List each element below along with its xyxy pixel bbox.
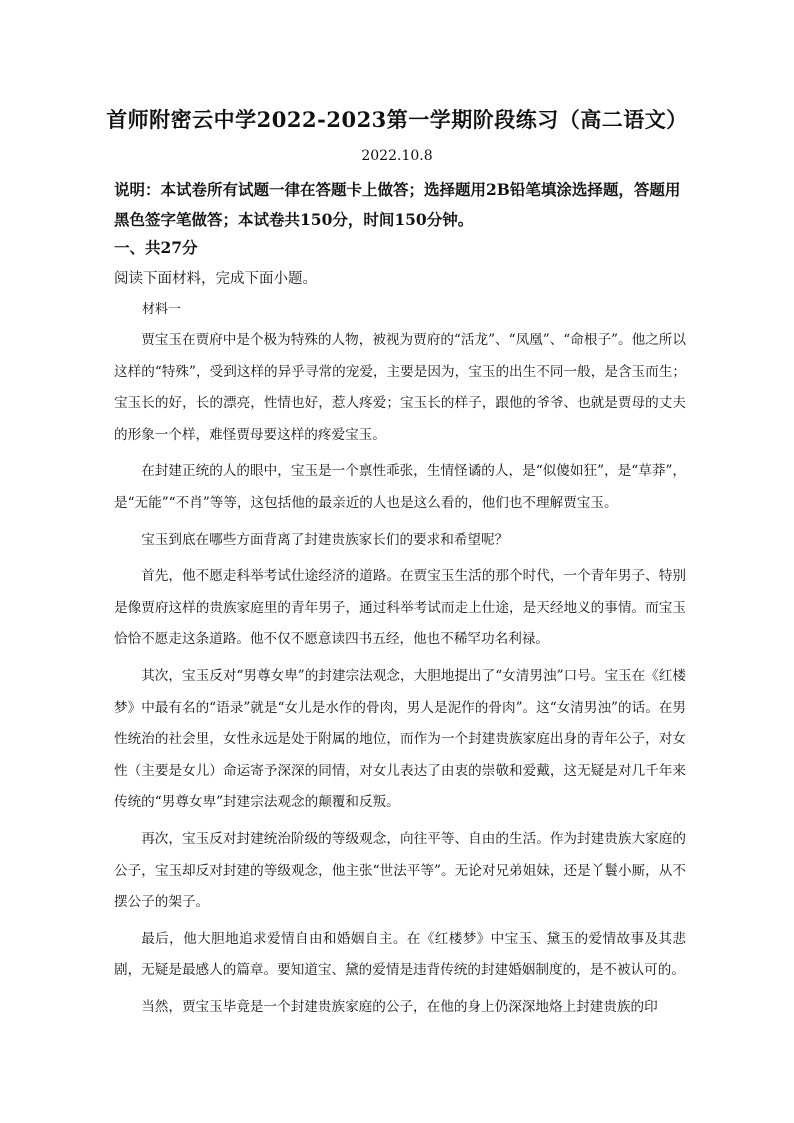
paragraph-8: 当然，贾宝玉毕竟是一个封建贵族家庭的公子，在他的身上仍深深地烙上封建贵族的印 — [141, 998, 658, 1015]
paragraph-7: 最后，他大胆地追求爱情自由和婚姻自主。在《红楼梦》中宝玉、黛玉的爱情故事及其悲剧，无疑是最感人的篇章。要知道宝、黛的爱情是违背传统的封建婚姻制度的，是不被认可的。 — [114, 930, 686, 979]
paragraph-5: 其次，宝玉反对“男尊女卑”的封建宗法观念，大胆地提出了“女清男浊”口号。宝玉在《红楼梦》中最有名的“语录”就是“女儿是水作的骨肉，男人是泥作的骨肉”。这“女清男浊”的话。在男性统治的社会里，女性永远是处于附属的地位，而作为一个封建贵族家庭出身的青年公子，对女性（主要是女儿）命运寄予深深的同情，对女儿表达了由衷的崇敬和爱戴，这无疑是对几千年来传统的“男尊女卑”封建宗法观念的颠覆和反叛。 — [114, 667, 686, 811]
exam-instructions-note: 说明：本试卷所有试题一律在答题卡上做答；选择题用2B铅笔填涂选择题，答题用黑色签字笔做答；本试卷共150分，时间150分钟。 — [114, 180, 681, 229]
exam-date: 2022.10.8 — [361, 148, 433, 164]
section-heading: 一、共27分 — [114, 238, 198, 257]
paragraph-3: 宝玉到底在哪些方面背离了封建贵族家长们的要求和希望呢？ — [141, 531, 509, 548]
paragraph-1: 贾宝玉在贾府中是个极为特殊的人物，被视为贾府的“活龙”、“凤凰”、“命根子”。他之所以这样的“特殊”，受到这样的异乎寻常的宠爱，主要是因为，宝玉的出生不同一般，是含玉而生；宝玉长的好，长的漂亮，性情也好，惹人疼爱；宝玉长的样子，跟他的爷爷、也就是贾母的丈夫的形象一个样，难怪贾母要这样的疼爱宝玉。 — [114, 332, 686, 443]
paragraph-4: 首先，他不愿走科举考试仕途经济的道路。在贾宝玉生活的那个时代，一个青年男子、特别是像贾府这样的贵族家庭里的青年男子，通过科举考试而走上仕途，是天经地义的事情。而宝玉恰恰不愿走这条道路。他不仅不愿意读四书五经，他也不稀罕功名利禄。 — [114, 568, 686, 648]
paragraph-2: 在封建正统的人的眼中，宝玉是一个禀性乖张，生情怪谲的人，是“似傻如狂”，是“草莽”，是“无能”“不肖”等等，这包括他的最亲近的人也是这么看的，他们也不理解贾宝玉。 — [114, 463, 686, 511]
reading-instruction: 阅读下面材料，完成下面小题。 — [114, 271, 317, 287]
exam-title: 首师附密云中学2022-2023第一学期阶段练习（高二语文） — [106, 107, 688, 132]
material-body — [114, 325, 686, 1023]
material-label: 材料一 — [142, 302, 182, 317]
paragraph-6: 再次，宝玉反对封建统治阶级的等级观念，向往平等、自由的生活。作为封建贵族大家庭的公子，宝玉却反对封建的等级观念，他主张“世法平等”。无论对兄弟姐妹，还是丫鬟小厮，从不摆公子的架子。 — [114, 830, 686, 911]
